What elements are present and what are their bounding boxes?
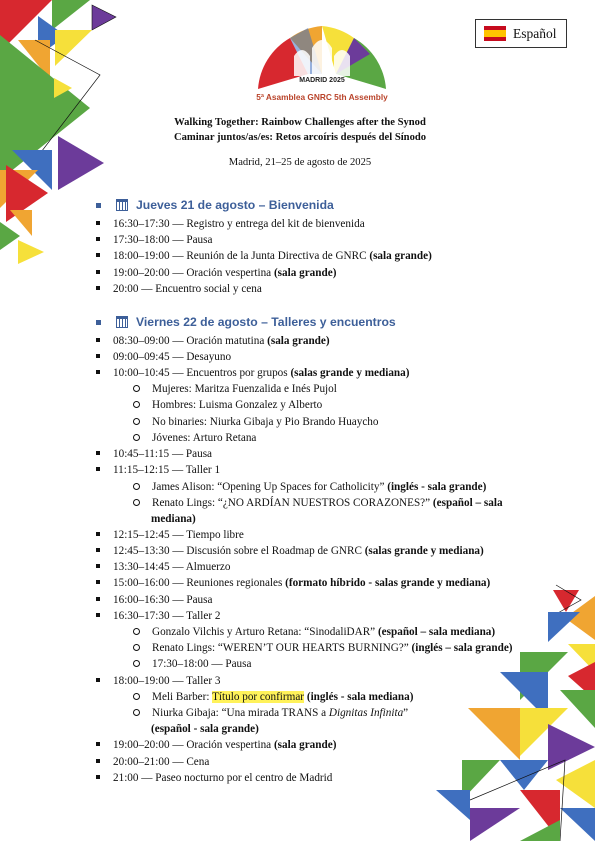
day-heading-thursday: Jueves 21 de agosto – Bienvenida (96, 198, 334, 212)
calendar-icon (116, 199, 128, 211)
place-date: Madrid, 21–25 de agosto de 2025 (228, 157, 372, 168)
list-item: 12:15–12:45 — Tiempo libre (96, 527, 244, 543)
list-item: 20:00 — Encuentro social y cena (96, 281, 262, 297)
list-item: 19:00–20:00 — Oración vespertina (sala grande) (96, 737, 336, 753)
list-item: 10:45–11:15 — Pausa (96, 446, 212, 462)
list-item: 15:00–16:00 — Reuniones regionales (formato híbrido - salas grande y mediana) (96, 575, 490, 591)
sub-list-item: Renato Lings: “WEREN’T OUR HEARTS BURNING?” (inglés – sala grande) (133, 640, 513, 656)
day-heading-friday: Viernes 22 de agosto – Talleres y encuentros (96, 315, 396, 329)
logo-text-madrid: MADRID 2025 (299, 77, 345, 84)
sub-list-item: Jóvenes: Arturo Retana (133, 430, 256, 446)
sub-list-item: No binaries: Niurka Gibaja y Pio Brando Huaycho (133, 414, 379, 430)
language-selector-button[interactable] (475, 19, 567, 48)
list-item: 20:00–21:00 — Cena (96, 754, 209, 770)
title-english: Walking Together: Rainbow Challenges after the Synod (174, 117, 426, 128)
list-item: 18:00–19:00 — Reunión de la Junta Directiva de GNRC (sala grande) (96, 248, 432, 264)
spain-flag-icon (484, 26, 506, 41)
sub-list-item: Gonzalo Vilchis y Arturo Retana: “SinodaliDAR” (español – sala mediana) (133, 624, 495, 640)
title-spanish: Caminar juntos/as/es: Retos arcoíris después del Sínodo (173, 132, 427, 143)
language-label: Español (513, 25, 557, 41)
bullet-square-icon (96, 320, 101, 325)
list-item: 16:30–17:30 — Taller 2 (96, 608, 220, 624)
sub-list-item: Hombres: Luisma Gonzalez y Alberto (133, 397, 322, 413)
list-item: 19:00–20:00 — Oración vespertina (sala grande) (96, 265, 336, 281)
list-item: 11:15–12:15 — Taller 1 (96, 462, 220, 478)
bullet-square-icon (96, 203, 101, 208)
sub-list-item: Niurka Gibaja: “Una mirada TRANS a Dignitas Infinita” (133, 705, 408, 721)
calendar-icon (116, 316, 128, 328)
assembly-logo (250, 14, 394, 104)
sub-list-item-continuation: (español - sala grande) (151, 723, 259, 735)
list-item: 09:00–09:45 — Desayuno (96, 349, 231, 365)
sub-list-item: James Alison: “Opening Up Spaces for Catholicity” (inglés - sala grande) (133, 479, 486, 495)
highlighted-text: Título por confirmar (212, 691, 305, 703)
list-item: 16:00–16:30 — Pausa (96, 592, 212, 608)
list-item: 17:30–18:00 — Pausa (96, 232, 212, 248)
sub-list-item-continuation: mediana) (151, 513, 196, 525)
list-item: 08:30–09:00 — Oración matutina (sala grande) (96, 333, 330, 349)
sub-list-item: Renato Lings: “¿NO ARDÍAN NUESTROS CORAZONES?” (español – sala (133, 495, 503, 511)
list-item: 18:00–19:00 — Taller 3 (96, 673, 220, 689)
sub-list-item: 17:30–18:00 — Pausa (133, 656, 251, 672)
list-item: 21:00 — Paseo nocturno por el centro de Madrid (96, 770, 332, 786)
list-item: 16:30–17:30 — Registro y entrega del kit de bienvenida (96, 216, 365, 232)
list-item: 10:00–10:45 — Encuentros por grupos (salas grande y mediana) (96, 365, 409, 381)
list-item: 12:45–13:30 — Discusión sobre el Roadmap de GNRC (salas grande y mediana) (96, 543, 484, 559)
sub-list-item: Mujeres: Maritza Fuenzalida e Inés Pujol (133, 381, 337, 397)
sub-list-item: Meli Barber: Título por confirmar (inglés - sala mediana) (133, 689, 413, 705)
list-item: 13:30–14:45 — Almuerzo (96, 559, 230, 575)
logo-text-assembly: 5ª Asamblea GNRC 5th Assembly (256, 92, 388, 102)
